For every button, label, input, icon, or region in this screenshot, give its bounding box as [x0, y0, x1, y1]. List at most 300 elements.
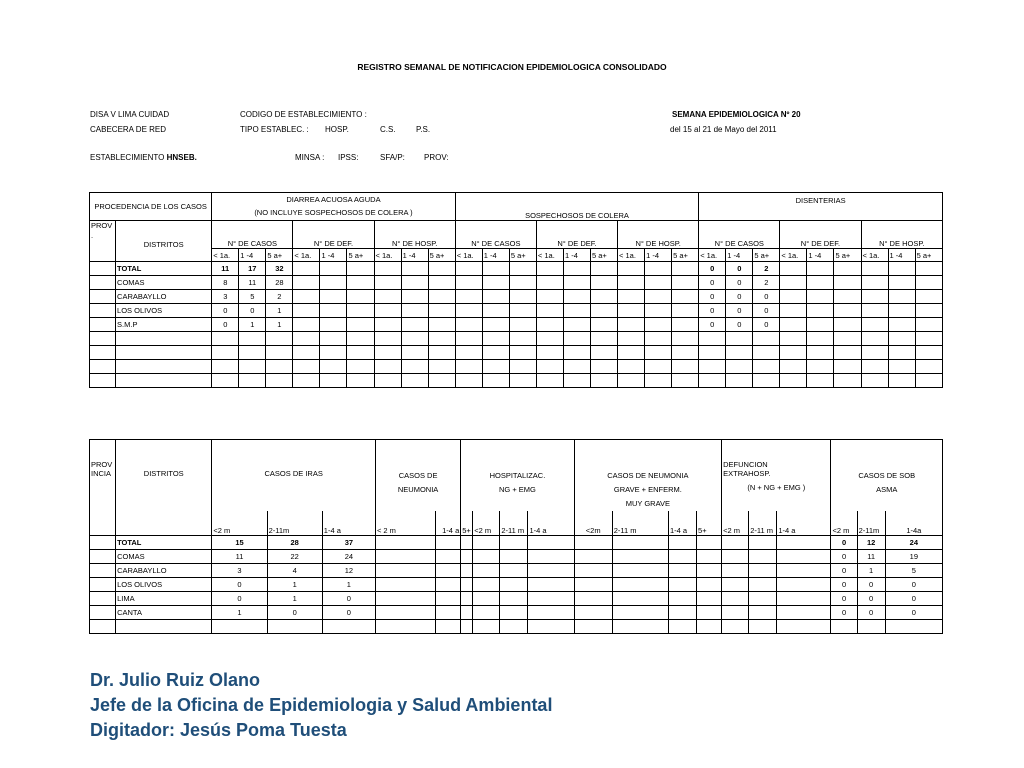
value-cell [461, 619, 473, 633]
value-cell [500, 605, 528, 619]
value-cell [888, 360, 915, 374]
value-cell [834, 346, 861, 360]
value-cell [857, 619, 885, 633]
value-cell [807, 276, 834, 290]
value-cell [293, 360, 320, 374]
value-cell [347, 332, 374, 346]
value-cell [536, 290, 563, 304]
ps-label: P.S. [416, 125, 431, 134]
value-cell [461, 535, 473, 549]
value-cell [428, 332, 455, 346]
distritos-header: DISTRITOS [116, 221, 212, 249]
disa-label: DISA V LIMA CUIDAD [90, 110, 170, 119]
t2-prov-header [90, 440, 116, 512]
value-cell [293, 374, 320, 388]
sob-value-cell: 0 [831, 605, 857, 619]
value-cell: 3 [212, 290, 239, 304]
value-cell [563, 304, 590, 318]
value-cell [401, 332, 428, 346]
sub-header-label: 5+ [697, 511, 722, 535]
value-cell [612, 535, 668, 549]
value-cell [320, 360, 347, 374]
value-cell [374, 262, 401, 276]
value-cell [668, 563, 696, 577]
value-cell [645, 346, 672, 360]
value-cell [375, 549, 435, 563]
value-cell [536, 276, 563, 290]
prov-text: PROV [91, 221, 113, 230]
value-cell [320, 374, 347, 388]
value-cell [861, 374, 888, 388]
value-cell [509, 290, 536, 304]
prov-cell [90, 290, 116, 304]
age-label: < 1a. [212, 249, 239, 262]
value-cell [699, 360, 726, 374]
value-cell [455, 262, 482, 276]
prov-cell [90, 374, 116, 388]
value-cell [239, 346, 266, 360]
district-name: LOS OLIVOS [116, 304, 212, 318]
value-cell [374, 360, 401, 374]
value-cell [293, 332, 320, 346]
value-cell [780, 290, 807, 304]
age-label: 1 -4 [239, 249, 266, 262]
sob-value-cell: 5 [885, 563, 942, 577]
ipss-label: IPSS: [338, 153, 359, 162]
value-cell: 1 [322, 577, 375, 591]
value-cell [461, 605, 473, 619]
sub-header-label: 2-11 m [612, 511, 668, 535]
district-name: LIMA [116, 591, 212, 605]
value-cell [645, 332, 672, 346]
value-cell [536, 346, 563, 360]
footer-signature [90, 668, 552, 743]
value-cell [807, 290, 834, 304]
sob-line2: ASMA [876, 485, 898, 494]
value-cell [536, 374, 563, 388]
value-cell [697, 577, 722, 591]
value-cell [293, 318, 320, 332]
value-cell: 17 [239, 262, 266, 276]
group-header-2: N° DE DEF. [293, 221, 374, 249]
procedencia-header: PROCEDENCIA DE LOS CASOS [90, 193, 212, 221]
table-row [90, 290, 943, 304]
value-cell: 1 [266, 318, 293, 332]
empty-table-row [90, 619, 943, 633]
sob-value-cell: 12 [857, 535, 885, 549]
value-cell [618, 332, 645, 346]
sob-value-cell: 0 [857, 605, 885, 619]
no-incluye-title: (NO INCLUYE SOSPECHOSOS DE COLERA ) [254, 208, 413, 217]
value-cell [455, 290, 482, 304]
district-name [116, 374, 212, 388]
value-cell: 0 [239, 304, 266, 318]
value-cell [780, 346, 807, 360]
value-cell [482, 276, 509, 290]
value-cell [861, 346, 888, 360]
value-cell [668, 535, 696, 549]
sob-value-cell: 0 [885, 591, 942, 605]
age-label: 5 a+ [428, 249, 455, 262]
iras-table [89, 439, 943, 634]
value-cell [645, 374, 672, 388]
value-cell [455, 332, 482, 346]
value-cell [831, 619, 857, 633]
value-cell [672, 262, 699, 276]
value-cell: 5 [239, 290, 266, 304]
value-cell [590, 262, 617, 276]
value-cell [267, 619, 322, 633]
value-cell [461, 591, 473, 605]
sob-value-cell: 24 [885, 535, 942, 549]
group-header-5: N° DE DEF. [536, 221, 617, 249]
value-cell [374, 276, 401, 290]
prov-cell [90, 591, 116, 605]
value-cell [672, 374, 699, 388]
value-cell [807, 332, 834, 346]
table-row [90, 563, 943, 577]
value-cell [574, 619, 612, 633]
prov-cell [90, 605, 116, 619]
value-cell [212, 346, 239, 360]
value-cell [266, 346, 293, 360]
value-cell [536, 318, 563, 332]
value-cell [777, 535, 831, 549]
value-cell [473, 549, 500, 563]
value-cell [509, 374, 536, 388]
value-cell [239, 374, 266, 388]
sub-header-label: <2 m [722, 511, 749, 535]
neum-line2: NEUMONIA [397, 485, 439, 494]
value-cell [834, 276, 861, 290]
def-header [722, 440, 831, 512]
value-cell [780, 332, 807, 346]
value-cell [618, 318, 645, 332]
sub-header-label: 2-11m [267, 511, 322, 535]
value-cell [563, 276, 590, 290]
codigo-label: CODIGO DE ESTABLECIMIENTO : [240, 110, 367, 119]
value-cell [861, 360, 888, 374]
district-name: TOTAL [116, 535, 212, 549]
value-cell [645, 290, 672, 304]
value-cell [574, 549, 612, 563]
value-cell [749, 535, 777, 549]
sub-header-label: 2-11 m [500, 511, 528, 535]
prov-cell [90, 535, 116, 549]
group-header-1: N° DE CASOS [212, 221, 293, 249]
age-label: 1 -4 [888, 249, 915, 262]
table-row [90, 605, 943, 619]
hosp-line2: NG + EMG [499, 485, 536, 494]
value-cell [374, 374, 401, 388]
establecimiento-label [90, 153, 197, 163]
value-cell [536, 304, 563, 318]
group-header-3: N° DE HOSP. [374, 221, 455, 249]
value-cell [888, 346, 915, 360]
value-cell [749, 605, 777, 619]
value-cell [672, 360, 699, 374]
value-cell [780, 304, 807, 318]
value-cell [590, 304, 617, 318]
sob-value-cell: 0 [831, 549, 857, 563]
value-cell [618, 346, 645, 360]
value-cell [672, 332, 699, 346]
value-cell [697, 619, 722, 633]
value-cell: 28 [266, 276, 293, 290]
value-cell [500, 563, 528, 577]
value-cell [749, 577, 777, 591]
value-cell: 1 [267, 591, 322, 605]
value-cell [528, 563, 574, 577]
district-name: S.M.P [116, 318, 212, 332]
value-cell [473, 563, 500, 577]
disenteria-value-cell: 0 [699, 262, 726, 276]
value-cell [777, 619, 831, 633]
value-cell [473, 619, 500, 633]
value-cell [473, 577, 500, 591]
value-cell [888, 262, 915, 276]
age-label: < 1a. [293, 249, 320, 262]
sob-value-cell: 0 [857, 577, 885, 591]
value-cell: 0 [212, 577, 267, 591]
sob-line1: CASOS DE SOB [858, 471, 916, 480]
value-cell [375, 619, 435, 633]
value-cell: 0 [322, 605, 375, 619]
value-cell [749, 591, 777, 605]
value-cell: 32 [266, 262, 293, 276]
value-cell [618, 360, 645, 374]
disenteria-value-cell: 2 [753, 276, 780, 290]
value-cell [753, 346, 780, 360]
value-cell [401, 290, 428, 304]
value-cell [861, 276, 888, 290]
value-cell [293, 262, 320, 276]
hosp-header [461, 440, 574, 512]
value-cell [668, 591, 696, 605]
value-cell [428, 276, 455, 290]
value-cell [212, 332, 239, 346]
value-cell [509, 304, 536, 318]
age-label: < 1a. [455, 249, 482, 262]
value-cell [375, 563, 435, 577]
value-cell [807, 374, 834, 388]
value-cell [668, 619, 696, 633]
value-cell: 0 [322, 591, 375, 605]
value-cell: 37 [322, 535, 375, 549]
value-cell [834, 332, 861, 346]
sub-header-label: 2-11 m [749, 511, 777, 535]
disenteria-value-cell: 0 [699, 276, 726, 290]
prov-cell [90, 577, 116, 591]
district-name [116, 346, 212, 360]
value-cell [888, 318, 915, 332]
value-cell [590, 374, 617, 388]
value-cell [697, 563, 722, 577]
fecha-label: del 15 al 21 de Mayo del 2011 [670, 125, 777, 134]
value-cell [401, 262, 428, 276]
value-cell [574, 535, 612, 549]
value-cell [320, 276, 347, 290]
district-name: LOS OLIVOS [116, 577, 212, 591]
value-cell [461, 563, 473, 577]
prov-header [90, 221, 116, 249]
value-cell [753, 360, 780, 374]
value-cell [347, 262, 374, 276]
table-row [90, 577, 943, 591]
value-cell [645, 262, 672, 276]
value-cell [293, 304, 320, 318]
value-cell [722, 549, 749, 563]
value-cell [266, 360, 293, 374]
prov-cell [90, 360, 116, 374]
sob-value-cell: 0 [831, 577, 857, 591]
sfap-label: SFA/P: [380, 153, 405, 162]
value-cell: 0 [212, 318, 239, 332]
value-cell [375, 605, 435, 619]
value-cell: 24 [322, 549, 375, 563]
semana-label: SEMANA EPIDEMIOLOGICA Nº 20 [672, 110, 801, 119]
value-cell [347, 346, 374, 360]
value-cell [563, 290, 590, 304]
value-cell [861, 262, 888, 276]
value-cell [374, 304, 401, 318]
value-cell [834, 374, 861, 388]
disenteria-value-cell: 0 [753, 318, 780, 332]
value-cell [428, 262, 455, 276]
value-cell [807, 262, 834, 276]
disenterias-header: DISENTERIAS [699, 193, 943, 221]
footer-role: Jefe de la Oficina de Epidemiologia y Salud Ambiental [90, 695, 553, 715]
value-cell [293, 346, 320, 360]
value-cell [697, 591, 722, 605]
value-cell [563, 360, 590, 374]
value-cell [780, 360, 807, 374]
value-cell [500, 549, 528, 563]
value-cell [726, 332, 753, 346]
sub-header-label: 1-4a [885, 511, 942, 535]
value-cell [509, 262, 536, 276]
disenteria-value-cell: 0 [699, 304, 726, 318]
value-cell [482, 346, 509, 360]
value-cell [612, 577, 668, 591]
age-label: < 1a. [861, 249, 888, 262]
value-cell [563, 332, 590, 346]
value-cell [401, 346, 428, 360]
value-cell [320, 262, 347, 276]
value-cell [436, 535, 461, 549]
value-cell [436, 563, 461, 577]
value-cell [697, 605, 722, 619]
age-label: 5 a+ [347, 249, 374, 262]
value-cell [401, 360, 428, 374]
value-cell [455, 304, 482, 318]
disenteria-value-cell: 0 [726, 276, 753, 290]
value-cell [807, 360, 834, 374]
value-cell [668, 605, 696, 619]
value-cell [590, 290, 617, 304]
value-cell [436, 591, 461, 605]
group-header-7: N° DE CASOS [699, 221, 780, 249]
value-cell: 28 [267, 535, 322, 549]
value-cell [428, 318, 455, 332]
prov-cell [90, 619, 116, 633]
age-label: 1 -4 [482, 249, 509, 262]
disenteria-value-cell: 0 [753, 304, 780, 318]
value-cell [528, 591, 574, 605]
value-cell [536, 360, 563, 374]
def-line2: EXTRAHOSP. [723, 469, 771, 478]
value-cell [697, 535, 722, 549]
value-cell [699, 374, 726, 388]
hosp-line1: HOSPITALIZAC. [489, 471, 546, 480]
value-cell [482, 374, 509, 388]
value-cell [482, 290, 509, 304]
value-cell: 12 [322, 563, 375, 577]
cneum-line3: MUY GRAVE [625, 499, 671, 508]
value-cell [401, 304, 428, 318]
value-cell [722, 591, 749, 605]
value-cell [722, 563, 749, 577]
value-cell: 1 [267, 577, 322, 591]
value-cell [834, 262, 861, 276]
district-name: CARABAYLLO [116, 290, 212, 304]
value-cell [807, 318, 834, 332]
value-cell [915, 290, 942, 304]
age-label: 5 a+ [590, 249, 617, 262]
value-cell [266, 332, 293, 346]
value-cell [753, 374, 780, 388]
value-cell [915, 262, 942, 276]
value-cell: 4 [267, 563, 322, 577]
value-cell [645, 304, 672, 318]
value-cell [590, 360, 617, 374]
sub-header-label: 5+ [461, 511, 473, 535]
value-cell [212, 374, 239, 388]
sob-value-cell: 0 [885, 605, 942, 619]
district-name: COMAS [116, 549, 212, 563]
value-cell [672, 304, 699, 318]
value-cell [612, 563, 668, 577]
value-cell [618, 374, 645, 388]
age-spacer-distritos [116, 249, 212, 262]
value-cell [322, 619, 375, 633]
value-cell [722, 605, 749, 619]
sub-header-label: 2-11m [857, 511, 885, 535]
value-cell [482, 318, 509, 332]
value-cell [885, 619, 942, 633]
value-cell [428, 290, 455, 304]
age-label: 1 -4 [807, 249, 834, 262]
value-cell [461, 577, 473, 591]
district-name: CANTA [116, 605, 212, 619]
value-cell [401, 374, 428, 388]
value-cell [777, 549, 831, 563]
value-cell [563, 346, 590, 360]
value-cell [574, 563, 612, 577]
value-cell [699, 346, 726, 360]
value-cell: 11 [212, 549, 267, 563]
value-cell [915, 304, 942, 318]
value-cell [212, 360, 239, 374]
value-cell [612, 605, 668, 619]
value-cell [672, 318, 699, 332]
value-cell [645, 360, 672, 374]
value-cell [428, 374, 455, 388]
value-cell [780, 276, 807, 290]
age-label: 1 -4 [645, 249, 672, 262]
age-label: 1 -4 [401, 249, 428, 262]
value-cell [347, 290, 374, 304]
